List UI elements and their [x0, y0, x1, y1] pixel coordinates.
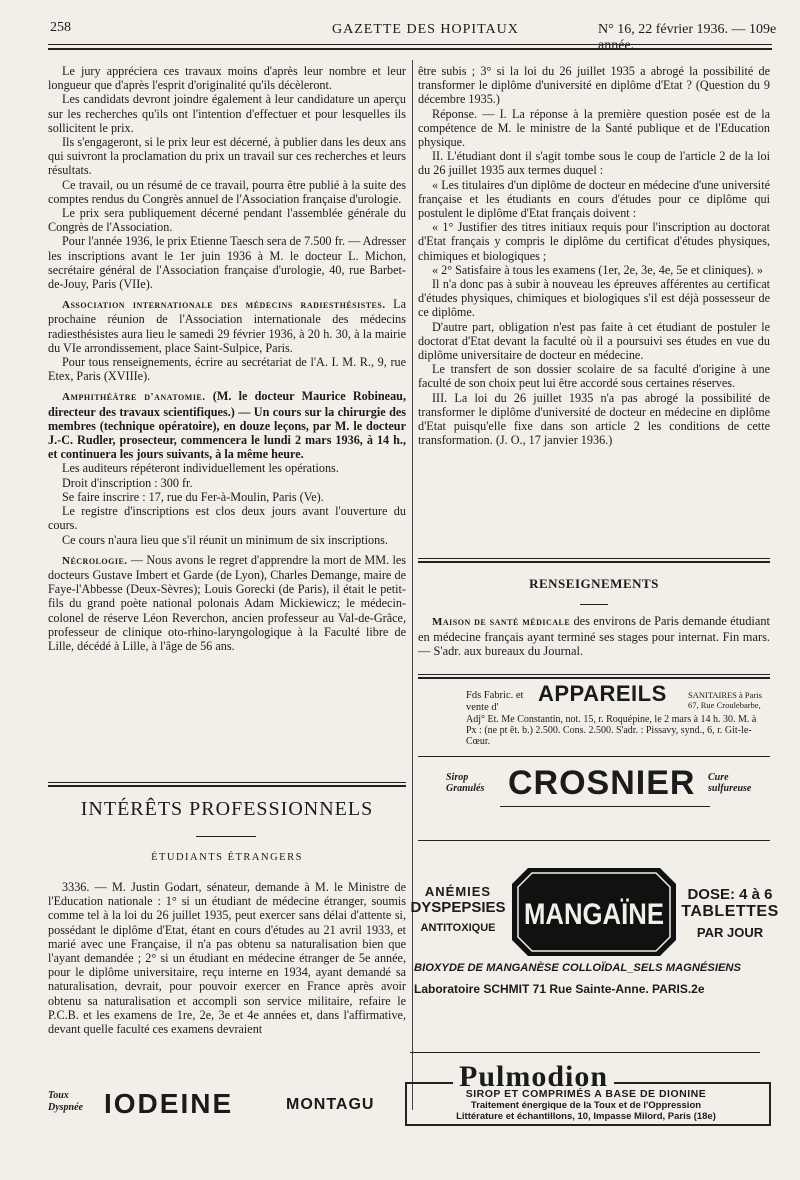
ad-mangaine-l3: ANTITOXIQUE: [420, 922, 496, 934]
page-header: [50, 18, 790, 53]
news-heading: Amphithéâtre d'anatomie.: [62, 391, 206, 404]
paragraph: Pour tous renseignements, écrire au secrétariat de l'A. I. M. R., 9, rue Etex, Paris (XVIIIe).: [48, 355, 406, 384]
paragraph: Ils s'engageront, si le prix leur est décerné, à publier dans les deux ans qui suivront la proclamation du prix un travail sur ces recherches et leurs résultats.: [48, 135, 406, 178]
ad-mangaine-r2: TABLETTES: [681, 903, 779, 920]
paragraph: Le registre d'inscriptions est clos deux jours avant l'ouverture du cours.: [48, 504, 406, 533]
left-column-question: [48, 880, 406, 1036]
journal-title: GAZETTE DES HOPITAUX: [332, 22, 519, 37]
news-body: La prochaine réunion de l'Association internationale des médecins radiesthésistes aura lieu le samedi 29 février 1936, à 20 h. 30, à la mairie du VIe arrondissement, place Saint-Sulpice, Paris.: [48, 297, 407, 355]
left-column: [48, 64, 406, 653]
paragraph: [418, 614, 770, 659]
section-rule: [418, 558, 770, 563]
paragraph: Il n'a donc pas à subir à nouveau les épreuves afférentes au certificat d'études physiques, chimiques et biologiques s'il est déjà possesseur de ce diplôme.: [418, 277, 770, 320]
news-body: (M. le docteur Maurice Robineau, directeur des travaux scientifiques.) — Un cours sur la chirurgie des membres (technique opératoire), en douze leçons, par M. le docteur J.-C. Rudler, prosecteur, commencera le lundi 2 mars 1936, à 14 h., et continuera les jours suivants, à la même heure.: [48, 389, 407, 462]
ad-mangaine-r3: PAR JOUR: [696, 925, 764, 940]
ad-crosnier-brand: CROSNIER: [508, 764, 696, 802]
ad-iodeine-left: Toux Dyspnée: [48, 1090, 83, 1113]
renseignements-text: [418, 614, 770, 659]
ad-rule: [418, 840, 770, 841]
header-rule-thick: [48, 48, 772, 50]
ad-iodeine: [48, 1084, 408, 1134]
ad-rule: [410, 1052, 760, 1053]
news-body: des environs de Paris demande étudiant en médecine français ayant terminé ses stages pour internat. Fin mars. — S'adr. aux bureaux du Journal.: [418, 614, 771, 659]
paragraph: D'autre part, obligation n'est pas faite à cet étudiant de postuler le doctorat d'Etat devant la faculté où il a poursuivi ses études en vue du diplôme universitaire de docteur en médecine.: [418, 319, 770, 363]
paragraph: Le prix sera publiquement décerné pendant l'assemblée générale du Congrès de l'Association.: [48, 206, 406, 235]
page-number: 258: [50, 20, 71, 35]
ad-mangaine-lab: Laboratoire SCHMIT 71 Rue Sainte-Anne. PARIS.2e: [414, 982, 705, 996]
ad-iodeine-maker: MONTAGU: [286, 1096, 375, 1113]
paragraph: « 1° Justifier des titres initiaux requis pour l'inscription au doctorat d'Etat français y compris le diplôme du certificat d'études physiques, chimiques et biologiques ;: [418, 220, 770, 263]
ad-crosnier-left: Sirop Granulés: [446, 772, 485, 794]
ad-appareils-right: SANITAIRES à Paris 67, Rue Croulebarbe,: [688, 690, 762, 710]
ad-mangaine-l2: DYSPEPSIES: [410, 899, 506, 916]
news-heading: Nécrologie.: [62, 554, 128, 567]
ad-iodeine-brand: IODEINE: [104, 1088, 234, 1119]
question-paragraph: 3336. — M. Justin Godart, sénateur, demande à M. le Ministre de l'Education nationale : 1° si un étudiant de médecine étranger, soumis comme tel à la loi du 26 juillet 1935, peut exercer sans délai d'attente si, possédant le diplôme d'Etat, étant en cours d'études au 21 avril 1933, et marié avec une Française, il n'a pas obtenu sa naturalisation bien que l'ayant demandée ; 2° si un étudiant en médecine étranger de 5e année, pour le diplôme universitaire, reçu interne en 1934, ayant demandé sa naturalisation, devrait, pour pouvoir exercer en France après avoir obtenu sa naturalisation et accompli son service militaire, refaire le P.C.B. et les examens de 1re, 2e, 3e et 4e années et, dans l'affirmative, devant quelle faculté ces examens devraient: [48, 880, 406, 1037]
paragraph: « Les titulaires d'un diplôme de docteur en médecine d'une université française et les étudiants en cours d'études pour ce diplôme qui postulent le diplôme d'Etat français doivent :: [418, 177, 770, 221]
ad-mangaine-r1: DOSE: 4 à 6: [687, 886, 773, 903]
paragraph: II. L'étudiant dont il s'agit tombe sous le coup de l'article 2 de la loi du 26 juillet 1935 aux termes duquel :: [418, 149, 770, 178]
ad-mangaine: [410, 866, 780, 1026]
renseignements-title: RENSEIGNEMENTS: [529, 576, 659, 591]
ad-rule: [418, 756, 770, 757]
ad-crosnier: [446, 764, 766, 804]
ad-pulmodion-line3: Littérature et échantillons, 10, Impasse Milord, Paris (18e): [456, 1111, 716, 1122]
title-underline: [580, 604, 608, 605]
section-subtitle: ÉTUDIANTS ÉTRANGERS: [151, 852, 303, 863]
ad-rule: [418, 674, 770, 679]
ad-appareils-title: APPAREILS: [538, 681, 667, 706]
paragraph: Pour l'année 1936, le prix Etienne Taesch sera de 7.500 fr. — Adresser les inscriptions avant le 1er juin 1936 à M. le docteur L. Michon, secrétaire général de l'Association française d'urologie, 40, rue Barbet-de-Jouy, Paris (VIIe).: [48, 234, 406, 292]
news-heading: Maison de santé médicale: [432, 616, 571, 628]
paragraph: Ce travail, ou un résumé de ce travail, pourra être publié à la suite des comptes rendus du Congrès annuel de l'Association française d'urologie.: [48, 177, 406, 206]
paragraph: Les auditeurs répéteront individuellement les opérations.: [62, 461, 339, 476]
section-title: INTÉRÊTS PROFESSIONNELS: [80, 798, 374, 820]
paragraph: Se faire inscrire : 17, rue du Fer-à-Moulin, Paris (Ve).: [62, 489, 324, 504]
mangaine-logo: [510, 866, 678, 958]
ad-pulmodion-brand: Pulmodion: [453, 1060, 614, 1094]
issue-line: N° 16, 22 février 1936. — 109e année.: [598, 22, 777, 53]
ad-appareils-left: Fds Fabric. et vente d': [466, 690, 524, 713]
paragraph: [48, 297, 406, 355]
paragraph: [48, 553, 406, 653]
ad-mangaine-left: [410, 884, 506, 934]
ad-appareils-body: Adj° Et. Me Constantin, not. 15, r. Roquépine, le 2 mars à 14 h. 30. M. à Px : (ne pt êt. b.) 2.500. Cons. 2.500. S'adr. : Pissavy, synd., 6, r. Git-le-Cœur.: [466, 714, 757, 747]
paragraph: Le jury appréciera ces travaux moins d'après leur nombre et leur longueur que d'après l'esprit d'originalité qu'ils décèleront.: [48, 64, 406, 93]
ad-crosnier-right: Cure sulfureuse: [708, 772, 752, 794]
ad-mangaine-right: [680, 886, 780, 940]
paragraph: Les candidats devront joindre également à leur candidature un aperçu sur les recherches qu'ils ont l'intention d'effectuer et pour lesquelles ils sollicitent le prix.: [48, 92, 406, 135]
news-heading: Association internationale des médecins radiesthésistes.: [62, 299, 386, 312]
right-column: [418, 64, 770, 447]
ad-pulmodion: [405, 1060, 770, 1122]
ad-mangaine-composition: BIOXYDE DE MANGANÈSE COLLOÏDAL_SELS MAGNÉSIENS: [414, 962, 741, 974]
section-rule: [48, 782, 406, 787]
paragraph: Le transfert de son dossier scolaire de sa faculté d'origine à une faculté de son choix peut lui être accordé sous certaines réserves.: [418, 362, 770, 391]
paragraph: « 2° Satisfaire à tous les examens (1er, 2e, 3e, 4e, 5e et cliniques). »: [432, 262, 763, 277]
paragraph: III. La loi du 26 juillet 1935 n'a pas abrogé la possibilité de transformer le diplôme d'université de docteur en médecine en diplôme d'Etat puisqu'elle fixe dans son article 2 les conditions de cette transformation. (J. O., 17 janvier 1936.): [418, 390, 770, 448]
ad-crosnier-underline: [500, 806, 710, 807]
title-underline: [196, 836, 256, 837]
ad-mangaine-l1: ANÉMIES: [424, 884, 492, 899]
ad-pulmodion-line1: SIROP ET COMPRIMÉS A BASE DE DIONINE: [465, 1088, 707, 1100]
news-body: — Nous avons le regret d'apprendre la mort de MM. les docteurs Gustave Imbert et Garde (de Lyon), Charles Demange, maire de Faye-l'Abbesse (Deux-Sèvres); Louis Gorecki (de Paris), il était le petit-fils du grand poète national polonais Adam Mickiewicz; le médecin-colonel de réserve Léon Reverchon, ancien professeur au Val-de-Grâce, professeur de clinique oto-rhino-laryngologique à la Faculté libre de Lille, décédé à Lille, à l'âge de 56 ans.: [48, 552, 406, 653]
paragraph: être subis ; 3° si la loi du 26 juillet 1935 a abrogé la possibilité de transformer le diplôme d'université en diplôme d'Etat ? (Question du 9 décembre 1935.): [418, 64, 770, 107]
header-rule: [48, 44, 772, 45]
paragraph: Ce cours n'aura lieu que s'il réunit un minimum de six inscriptions.: [62, 532, 388, 547]
paragraph: [48, 389, 406, 461]
paragraph: Droit d'inscription : 300 fr.: [62, 475, 193, 490]
mangaine-logo-text: MANGAÏNE: [524, 898, 664, 931]
paragraph: Réponse. — I. La réponse à la première question posée est de la compétence de M. le ministre de la Santé publique et de l'Education physique.: [418, 106, 770, 150]
ad-pulmodion-line2: Traitement énergique de la Toux et de l'Oppression: [470, 1100, 702, 1111]
ad-appareils: [466, 681, 766, 750]
